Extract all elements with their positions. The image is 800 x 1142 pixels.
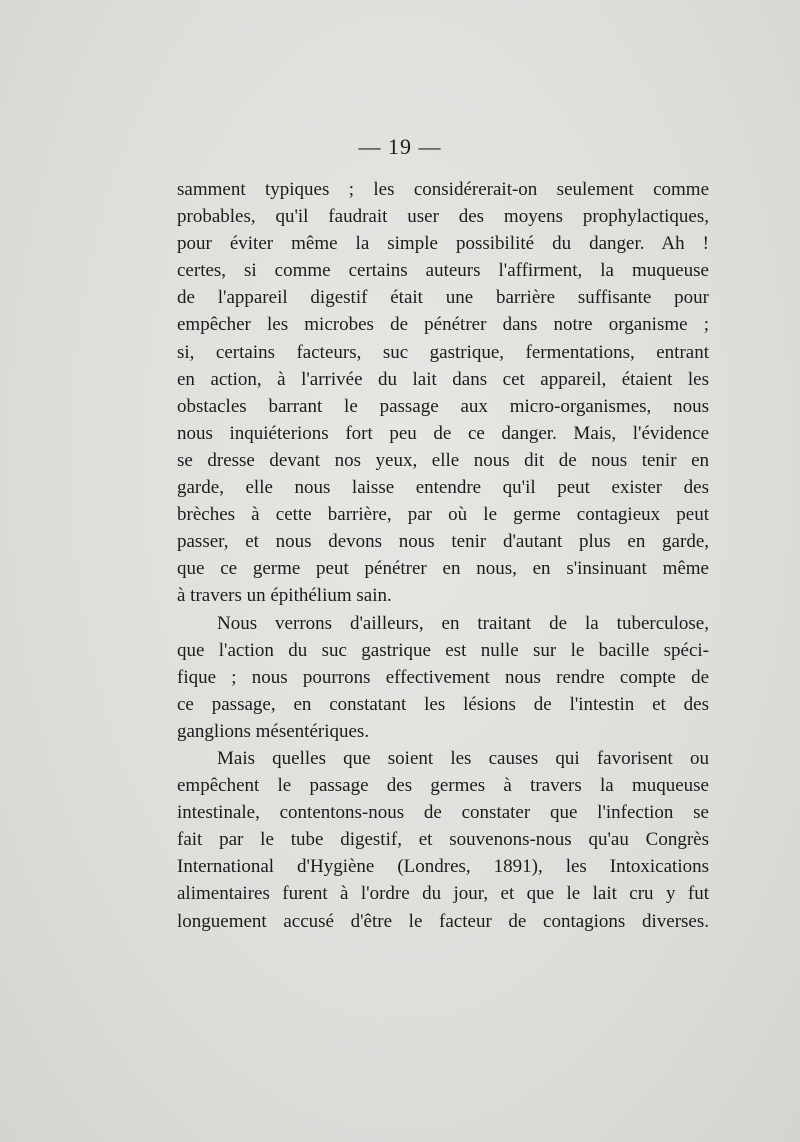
text-line: Nous verrons d'ailleurs, en traitant de la tuberculose, [217,612,709,634]
text-line: certes, si comme certains auteurs l'affirment, la muqueuse [177,260,709,282]
text-line: International d'Hygiène (Londres, 1891), les Intoxications [177,856,709,878]
text-line: empêchent le passage des germes à travers la muqueuse [177,775,709,797]
paragraph [177,745,709,935]
text-line: brèches à cette barrière, par où le germe contagieux peut [177,504,709,526]
text-line: que ce germe peut pénétrer en nous, en s'insinuant même [177,558,709,580]
text-line: à travers un épithélium sain. [177,585,392,607]
text-line: Mais quelles que soient les causes qui favorisent ou [217,747,709,769]
text-line: pour éviter même la simple possibilité du danger. Ah ! [177,233,709,255]
text-line: que l'action du suc gastrique est nulle sur le bacille spéci- [177,639,709,661]
text-line: intestinale, contentons-nous de constater que l'infection se [177,802,709,824]
text-line: se dresse devant nos yeux, elle nous dit de nous tenir en [177,449,709,471]
text-line: ce passage, en constatant les lésions de l'intestin et des [177,693,709,715]
text-line: garde, elle nous laisse entendre qu'il peut exister des [177,477,709,499]
text-line: probables, qu'il faudrait user des moyens prophylactiques, [177,206,709,228]
text-line: nous inquiéterions fort peu de ce danger. Mais, l'évidence [177,422,709,444]
page-number: — 19 — [358,134,442,159]
text-line: fique ; nous pourrons effectivement nous rendre compte de [177,666,709,688]
paragraph [177,610,709,745]
text-line: alimentaires furent à l'ordre du jour, et que le lait cru y fut [177,883,709,905]
text-line: si, certains facteurs, suc gastrique, fermentations, entrant [177,341,709,363]
text-line: passer, et nous devons nous tenir d'autant plus en garde, [177,531,709,553]
text-line: fait par le tube digestif, et souvenons-nous qu'au Congrès [177,829,709,851]
text-line: empêcher les microbes de pénétrer dans notre organisme ; [177,314,709,336]
text-line: de l'appareil digestif était une barrière suffisante pour [177,287,709,309]
text-line: ganglions mésentériques. [177,720,370,742]
text-line: obstacles barrant le passage aux micro-organismes, nous [177,395,709,417]
text-line: longuement accusé d'être le facteur de contagions diverses. [177,910,709,932]
text-line: en action, à l'arrivée du lait dans cet appareil, étaient les [177,368,709,390]
body-text [177,176,709,935]
text-line: samment typiques ; les considérerait-on seulement comme [177,179,709,200]
paragraph [177,176,709,610]
